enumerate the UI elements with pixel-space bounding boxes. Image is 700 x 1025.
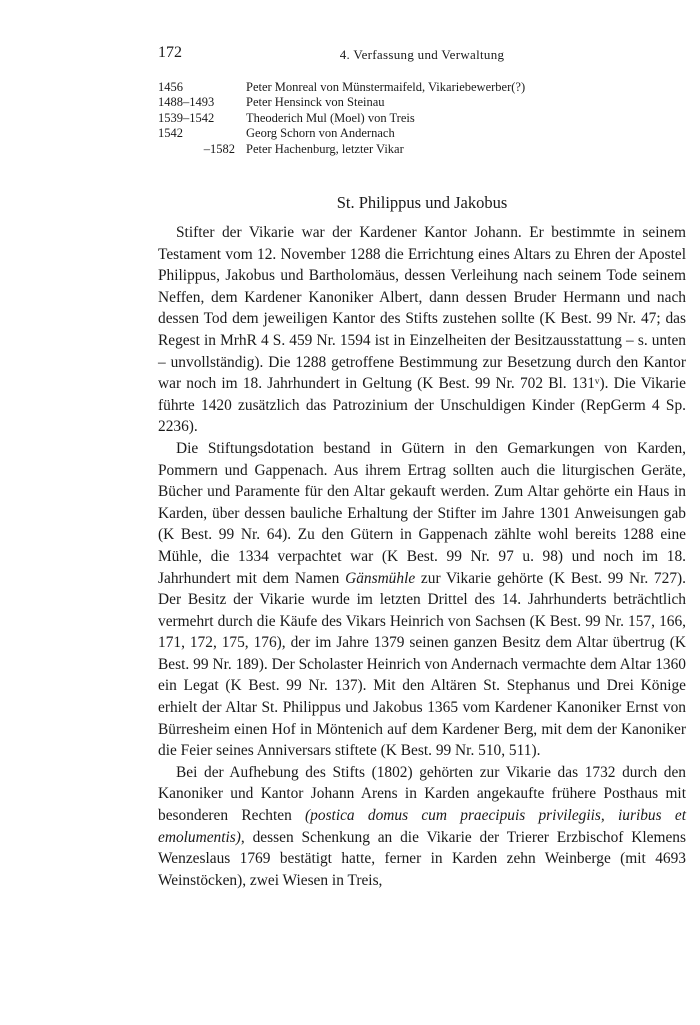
paragraph: Stifter der Vikarie war der Kardener Kantor Johann. Er bestimmte in seinem Testament vom 12. November 1288 die Errichtung eines Altars zu Ehren der Apostel Philippus, Jakobus und Bartholomäus, dessen Verleihung nach seinem Tode seinem Neffen, dem Kardener Kanoniker Albert, dann dessen Bruder Hermann und nach dessen Tod dem jeweiligen Kantor des Stifts zustehen sollte (K Best. 99 Nr. 47; das Regest in MrhR 4 S. 459 Nr. 1594 ist in Einzelheiten der Besitzausstattung – s. unten – unvollständig). Die 1288 getroffene Bestimmung zur Besetzung durch den Kantor war noch im 18. Jahrhundert in Geltung (K Best. 99 Nr. 702 Bl. 131ᵛ). Die Vikarie führte 1420 zusätzlich das Patrozinium der Unschuldigen Kinder (RepGerm 4 Sp. 2236). bbox=[158, 224, 686, 436]
page-header bbox=[158, 44, 686, 66]
vicar-date: 1456 bbox=[158, 80, 183, 94]
page-number: 172 bbox=[158, 44, 182, 61]
vicar-date: 1542 bbox=[158, 126, 183, 141]
list-item bbox=[158, 95, 686, 110]
vicar-list bbox=[158, 80, 686, 157]
vicar-name: Georg Schorn von Andernach bbox=[246, 126, 395, 141]
list-item bbox=[158, 126, 686, 141]
vicar-date: –1582 bbox=[203, 141, 235, 156]
italic-latin-quote: (postica domus cum praecipuis privilegiis, iuribus et emolumentis) bbox=[158, 807, 686, 846]
list-item bbox=[158, 142, 686, 157]
vicar-name: Peter Monreal von Münstermaifeld, Vikariebewerber(?) bbox=[246, 80, 526, 94]
running-head: 4. Verfassung und Verwaltung bbox=[339, 47, 505, 62]
paragraph bbox=[158, 438, 686, 762]
text-run: , dessen Schenkung an die Vikarie der Trierer Erzbischof Klemens Wenzeslaus 1769 bestätigt hatte, ferner in Karden zehn Weinberge (mit 4693 Weinstöcken), zwei Wiesen in Treis, bbox=[158, 828, 686, 889]
body-text bbox=[158, 222, 686, 891]
section-title: St. Philippus und Jakobus bbox=[336, 193, 508, 212]
vicar-date: 1488–1493 bbox=[158, 95, 215, 110]
vicar-date: 1539–1542 bbox=[158, 110, 215, 125]
text-run: Die Stiftungsdotation bestand in Gütern in den Gemarkungen von Karden, Pommern und Gappenach. Aus ihrem Ertrag sollten auch die liturgischen Geräte, Bücher und Paramente für den Altar gekauft werden. Zum Altar gehörte ein Haus in Karden, über dessen bauliche Erhaltung der Stifter im Jahre 1301 Anweisungen gab (K Best. 99 Nr. 64). Zu den Gütern in Gappenach zählte wohl bereits 1288 eine Mühle, die 1334 verpachtet war (K Best. 99 Nr. 97 u. 98) und noch im 18. Jahrhundert mit dem Namen bbox=[158, 439, 686, 587]
vicar-name: Peter Hensinck von Steinau bbox=[246, 95, 385, 110]
paragraph bbox=[158, 762, 686, 892]
list-item bbox=[158, 80, 686, 95]
vicar-name: Peter Hachenburg, letzter Vikar bbox=[246, 141, 404, 156]
text-run: Bei der Aufhebung des Stifts (1802) gehörten zur Vikarie das 1732 durch den Kanoniker und Kantor Johann Arens in Karden angekaufte frühere Posthaus mit besonderen Rechten bbox=[158, 763, 686, 825]
text-run: zur Vikarie gehörte (K Best. 99 Nr. 727). Der Besitz der Vikarie wurde im letzten Drittel des 14. Jahrhunderts beträchtlich vermehrt durch die Käufe des Vikars Heinrich von Sachsen (K Best. 99 Nr. 157, 166, 171, 172, 175, 176), der im Jahre 1379 seinen ganzen Besitz dem Altar übertrug (K Best. 99 Nr. 189). Der Scholaster Heinrich von Andernach vermachte dem Altar 1360 ein Legat (K Best. 99 Nr. 137). Mit den Altären St. Stephanus und Drei Könige erhielt der Altar St. Philippus und Jakobus 1365 vom Kardener Kanoniker Ernst von Bürresheim einen Hof in Möntenich auf dem Kardener Berg, mit dem der Kanoniker die Feier seines Anniversars stiftete (K Best. 99 Nr. 510, 511). bbox=[158, 569, 686, 760]
list-item bbox=[158, 111, 686, 126]
italic-term: Gänsmühle bbox=[345, 569, 416, 587]
vicar-name: Theoderich Mul (Moel) von Treis bbox=[246, 110, 415, 125]
